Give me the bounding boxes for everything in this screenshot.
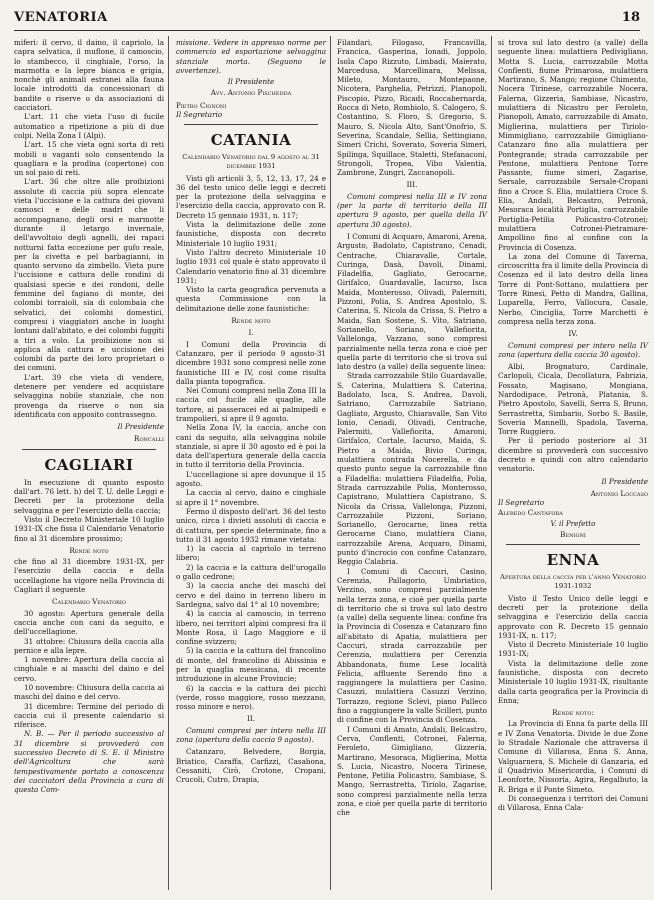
signature-name: Alfredo Cantafora (498, 507, 563, 517)
paragraph: L'art. 36 che oltre alle proibizioni assolute di caccia più sopra elencate vieta l'uccisione e la cattura dei giovani camosci e delle madri che li accompagnano, degli orsi e marmotte durante il letargo invernale, dell'avvoltoio degli agnelli, dei rapaci notturni fatta eccezione per gufo reale, per la civetta e pel barbagianni, in quanto servono da zimbello. Vieta pure l'uccisione e cattura delle rondini di qualsiasi specie e dei rondoni, delle femmine del fagiano di monte, dei colombi torraioli, sia di colombaia che selvatici, dei colombi domestici, compresi i viaggiatori anche in luoghi lontani dall'abitato, e dei colombi fuggiti a tiri a volo. La proibizione non si applica alla cattura e uccisione dei colombi da parte dei loro proprietari o dei comuni. (14, 177, 164, 373)
list-item: 3) la caccia anche dei maschi del cervo e del daino in terreno libero in Sardegna, salvo dal 1° al 10 novembre; (176, 581, 326, 609)
paragraph: Catanzaro, Belvedere, Borgia, Briatico, Caraffa, Carfizzi, Casabona, Cessaniti, Cirò, Crotone, Cropani, Crucoli, Cutro, Drapia, (176, 747, 326, 785)
paragraph: Comuni compresi nella III e IV zona (per la parte di territorio della III apertura 9 agosto, per quella della IV apertura 30 agosto). (337, 191, 487, 229)
paragraph: La Provincia di Enna fa parte della III e IV Zona Venatoria. Divide le due Zone lo Stradale Nazionale che attraversa il Comune di Villarosa, Enna S. Anna, Valguarnera, S. Michele di Ganzaria, ed il Quadrivio Misericordia, i Comuni di Leonforte, Nissoria, Agira, Regalbuto, la R. Briga e il Ponte Simeto. (498, 719, 648, 794)
paragraph: che fino al 31 dicembre 1931-IX, per l'esercizio della caccia e della uccellagione ha vigore nella Provincia di Cagliari il seguente (14, 557, 164, 595)
calendar-heading: Calendario Venatorio (51, 597, 127, 607)
paragraph: Visto la carta geografica pervenuta a questa Commissione con la delimitazione delle zone faunistiche: (176, 285, 326, 313)
paragraph: L'art. 39 che vieta di vendere, detenere per vendere ed acquistare selvaggina nobile stanziale, che non provenga da riserve o non sia identificata con apposito contrassegno. (14, 372, 164, 419)
paragraph: Vista la delimitazione delle zone faunistiche, disposta con decreto Ministeriale 10 luglio 1931-IX, risultante dalla carta geografica per la Provincia di Enna; (498, 658, 648, 705)
section-subtitle: Apertura della caccia per l'anno Venatorio 1931-1932 (500, 573, 646, 591)
column-3 (337, 38, 487, 818)
divider (22, 449, 156, 450)
paragraph: In esecuzione di quanto esposto dall'art. 76 lett. h) del T. U. delle Leggi e Decreti per la protezione della selvaggina e per l'esercizio della caccia; (14, 477, 164, 515)
calendar-entry: 10 novembre: Chiusura della caccia ai maschi del daino e del cervo. (14, 683, 164, 702)
section-title-enna: ENNA (546, 551, 600, 570)
list-item: 2) la caccia e la cattura dell'urogallo o gallo cedrone; (176, 562, 326, 582)
rende-noto: Rende noto (69, 545, 109, 555)
calendar-entry: 30 agosto: Apertura generale della caccia anche con cani da seguito, e dell'uccellagione. (14, 608, 164, 637)
list-item: 6) la caccia e la cattura dei picchi (verde, rosso maggiore, rosso mezzano, rosso minore e nero). (176, 683, 326, 712)
section-title-cagliari: CAGLIARI (44, 455, 134, 474)
signature-role: V. il Prefetto (550, 518, 596, 528)
calendar-entry: 31 dicembre: Termine del periodo di caccia cui il presente calendario si riferisce. (14, 701, 164, 730)
roman-numeral: II. (247, 714, 255, 724)
list-item: 1) la caccia al capriolo in terreno libero; (176, 544, 326, 563)
paragraph: miferi: il cervo, il daino, il capriolo, la capra selvatica, il muflone, il camoscio, lo stambecco, il cinghiale, l'orso, la marmotta e la lepre bianca e grigia, nonchè gli animali estranei alla fauna locale introdotti da concessionari di bandite o riserve o da associazioni di cacciatori. (14, 38, 164, 113)
column-2 (176, 38, 326, 785)
column-1 (14, 38, 164, 795)
roman-numeral: I. (248, 328, 254, 338)
journal-title: VENATORIA (14, 10, 108, 25)
page-number: 18 (621, 10, 640, 25)
column-rule (330, 36, 331, 890)
paragraph: Visto il Decreto Ministeriale 10 luglio 1931-IX; (498, 640, 648, 659)
paragraph: Nella Zona IV, la caccia, anche con cani da seguito, alla selvaggina nobile stanziale, si apre il 30 agosto ed è poi la data dell'apertura generale della caccia in tutto il territorio della Provincia. (176, 423, 326, 470)
calendar-entry: 31 ottobre: Chiusura della caccia alla pernice e alla lepre. (14, 636, 164, 655)
paragraph: missione. Vedere in appresso norme per commercio ed esportazione selvaggina stanziale morta. (Seguono le avvertenze). (176, 38, 326, 75)
signature-role: Il Segretario (176, 110, 223, 120)
calendar-entry: 1 novembre: Apertura della caccia al cinghiale e ai maschi del daino e del cervo. (14, 655, 164, 683)
paragraph: Fermo il disposto dell'art. 36 del testo unico, circa i divieti assoluti di caccia e di cattura, per specie determinate, fino a tutto il 31 agosto 1932 rimane vietata: (176, 506, 326, 544)
paragraph: I Comuni di Caccuri, Casino, Cerenzia, Pallagorio, Umbriatico, Verzino, sono compresi parzialmente nella terza zona, e cioè per quella parte di territorio che si trova sul lato destro (a valle) della seguente linea: confine fra la Provincia di Cosenza e Catanzaro fino all'abitato di Apatia, mulattiera per Caccuri, strada carrozzabile per Cerenzia, mulattiera per Cerenzia Abbandonata, fiume Lese località Felicia, affluente Serendo fino a raggiungere la mulattiera per Casino, Casuzzi, mulattiera Casuzzi Verzino, Torrazzo, regione Sclevi, piano Palleco fino a raggiungere la valle Scilleri, punto di confine con la Provincia di Cosenza. (337, 566, 487, 725)
signature-name: Pietro Cignoni (176, 100, 227, 110)
paragraph: I Comuni di Amato, Andali, Belcastro, Cerva, Conflenti, Cotronei, Falerna, Feroleto, Gimigliano, Gizzeria, Martirano, Mesoraca, Miglierina, Motta S. Lucia, Nicastro, Nocera Tirinese, Pentone, Petilia Policastro, Sambiase, S. Mango, Serrastretta, Tiriolo, Zagarise, sono compresi parzialmente nella terza zona, e cioè per quella parte di territorio che (337, 724, 487, 818)
column-4 (498, 38, 648, 812)
divider (184, 124, 318, 125)
signature-name: Benigni (560, 530, 586, 540)
paragraph: I Comuni della Provincia di Catanzaro, per il periodo 9 agosto-31 dicembre 1931 sono compresi nelle zone faunistiche III e IV, così come risulta dalla pianta topografica. (176, 339, 326, 386)
signature-name: Roncalli (134, 434, 164, 444)
paragraph: Per il periodo posteriore al 31 dicembre si provvederà con successivo decreto e quindi con altro calendario venatorio. (498, 436, 648, 474)
signature-role: Il Presidente (117, 422, 164, 432)
signature-role: Il Presidente (227, 77, 275, 87)
rende-noto: Rende noto: (552, 708, 594, 718)
signature-name: Antonio Loccaso (590, 488, 648, 498)
roman-numeral: IV. (568, 329, 578, 339)
column-rule (491, 36, 492, 890)
paragraph: Visto l'altro decreto Ministeriale 10 luglio 1931 col quale è stato approvato il Calendario venatorio fino al 31 dicembre 1931; (176, 247, 326, 285)
signature-name: Avv. Antonio Pischedda (210, 88, 292, 98)
divider (506, 544, 640, 545)
paragraph: L'uccellagione si apre dovunque il 15 agosto. (176, 469, 326, 489)
paragraph: L'art. 11 che vieta l'uso di fucile automatico a ripetizione a più di due colpi. Nella Zona I (Alpi). (14, 112, 164, 140)
note: N. B. — Per il periodo successivo al 31 dicembre si provvederà con successivo Decreto di S. E. il Ministro dell'Agricoltura che sarà tempestivamente portato a conoscenza dei cacciatori della Provincia a cura di questa Com- (14, 729, 164, 795)
section-subtitle: Calendario Venatorio dal 9 agosto al 31 dicembre 1931 (182, 153, 320, 170)
paragraph: Visto il Testo Unico delle leggi e decreti per la protezione della selvaggina e l'esercizio della caccia approvato con R. Decreto 15 gennaio 1931-IX, n. 117; (498, 593, 648, 640)
paragraph: Visto il Decreto Ministeriale 10 luglio 1931-IX che fissa il Calendario Venatorio fino al 31 dicembre prossimo; (14, 514, 164, 543)
signature-role: Il Presidente (601, 476, 648, 486)
paragraph: Di conseguenza i territori dei Comuni di Villarosa, Enna Cala- (498, 793, 648, 813)
paragraph: si trova sul lato destro (a valle) della seguente linea: mulattiera Pedivigliano, Motta S. Lucia, carrozzabile Motta Conflenti, fiume Primarosa, mulattiera Martirano, S. Mango; regione Chimento, Nocera Tirinese, carrozzabile Nocera, Falerna, Gizzeria, Sambiase, Nicastro, mulattiera di Nicastro per Feroleto, Pianopoli, Amato, carrozzabile di Amato, Miglierina, mulattiera per Tiriolo-Mimmigliano, carrozzabile Gimigliano-Catanzaro fino alla mulattiera per Pontegrande; strada carrozzabile per Pentone, mulattiera Pentone Torre Passante, fiume simeri, Zagarise, Sersale, carrozzabile Sersale-Cropani fino a Croce S. Elia, mulattiera Croce S. Elia, Andali, Belcastro, Petronà, Mesoraca località Portiglia, carrozzabile Portiglia-Petilia Policastro-Cotronei; mulattiera Cotronei-Pietramare-Ampollino fino al confine con la Provincia di Cosenza. (498, 38, 648, 252)
paragraph: Filandari, Filogaso, Francavilla, Francica, Gasperina, Ionadi, Joppolo, Isola Capo Rizzuto, Limbadi, Maierato, Marcedusa, Marcellinara, Melissa, Mileto, Montauro, Montepaone, Nicotera, Parghelia, Petrizzi, Pianopoli, Piscopio, Pizzo, Ricadi, Roccabernarda, Rocca di Neto, Rombiolo, S. Calogero, S. Costantino, S. Floro, S. Gregorio, S. Mauro, S. Nicola Alto, Sant'Onofrio, S. Severina, Scandale, Sellia, Settingiano, Simeri Crichi, Soverato, Soveria Simeri, Spilinga, Squillace, Staletti, Stefanaconi, Strongoli, Tropea, Vibo Valentia, Zambrone, Zungri, Zaccanopoli. (337, 38, 487, 178)
paragraph: I Comuni di Acquaro, Amaroni, Arena, Argusto, Badolato, Capistrano, Cenadi, Centrache, Chiaravalle, Cortale, Curinga, Dasà, Davoli, Dinami, Filadelfia, Gagliato, Gerocarne, Girifalco, Guardavalle, Iacurso, Isca Maida, Monterosso, Olivadi, Palermiti, Pizzoni, Polia, S. Andrea Apostolo, S. Caterina, S. Nicola da Crissa, S. Pietro a Maida, San Sostene, S. Vito, Satriano, Sorianello, Soriano, Vallefiorita, Vallelonga, Vazzano, sono compresi parzialmente nella terza zona e cioè per quella parte di territorio che si trova sul lato destro (a valle) della seguente linea: (337, 231, 487, 372)
paragraph: Albi, Brognaturo, Cardinale, Carlopoli, Cicala, Decollatura, Fabrizia, Fossato, Magisano, Mongiana, Nardodipace, Petronà, Platania, S. Pietro Apostolo, Savelli, Serra S. Bruno, Serrastretta, Simbario, Sorbo S. Basile, Soveria Mannelli, Spadola, Taverna, Torre Ruggiero. (498, 362, 648, 437)
paragraph: Strada carrozzabile Stilo Guardavalle, S. Caterina, Mulattiera S. Caterina, Badolato, Isca, S. Andrea, Davoli, Satriano, Carrozzabile Satriano, Gagliato, Argusto, Chiaravalle, San Vito Ionio, Cenadi, Olivadi, Centrache, Palermiti, Vallefiorita, Amaroni, Girifalco, Cortale, Iacurso, Maida, S. Pietro a Maida, Bivio Curinga, mulattiera contrada Nocerella, e da questo punto segue la carrozzabile fino a Filadelfia: mulattiera Filadelfia, Polia, Strada carrozzabile Polia, Monterosso, Capistrano, Mulattiera Capistrano, S. Nicola da Crissa, Vallelonga, Pizzoni, Carrozzabile Pizzoni, Soriano, Sorianello, Gerocarne, linea retta Gerocarne Ciano, mulattiera Ciano, carrozzabile Arena, Acquaro, Dinami, punto d'incrocio con confine Catanzaro, Reggio Calabria. (337, 371, 487, 567)
paragraph: L'art. 15 che vieta ogni sorta di reti mobili o vaganti solo consentendo la quagliara e la prodina (copertone) con un sol paio di reti. (14, 140, 164, 178)
paragraph: Comuni compresi per intero nella IV zona (apertura della caccia 30 agosto). (498, 340, 648, 359)
rende-noto: Rende noto (231, 316, 271, 326)
signature-role: Il Segretario (498, 498, 545, 508)
list-item: 5) la caccia e la cattura del francolino di monte, del francolino di Abissinia e per la quaglia messicana, di recente introduzione in alcune Provincie; (176, 646, 326, 684)
running-header (14, 8, 640, 31)
paragraph: Vista la delimitazione delle zone faunistiche, disposta con decreto Ministeriale 10 luglio 1931; (176, 220, 326, 248)
roman-numeral: III. (406, 180, 418, 190)
section-title-catania: CATANIA (210, 131, 292, 150)
paragraph: Nei Comuni compresi nella Zona III la caccia col fucile alle quaglie, alle tortore, ai passeracei ed ai palmipedi e trampolieri, si apre il 9 agosto. (176, 386, 326, 423)
list-item: 4) la caccia al camoscio, in terreno libero, nei territori alpini compresi fra il Monte Rosa, il Lago Maggiore e il confine svizzero; (176, 609, 326, 647)
paragraph: La zona del Comune di Taverna, circoscritta fra il limite della Provincia di Cosenza ed il lato destro della linea Torre di Pont-Sottano, mulattiera per Torre Rinesi, Petto di Mandra, Gallina, Luparella, Ferro, Vallocura, Casale, Nerbo, Cinciglia, Torre Marchetti è compresa nella terza zona. (498, 251, 648, 326)
paragraph: Visti gli articoli 3, 5, 12, 13, 17, 24 e 36 del testo unico delle leggi e decreti per la protezione della selvaggina e l'esercizio della caccia, approvato con R. Decreto 15 gennaio 1931, n. 117; (176, 173, 326, 220)
column-rule (168, 36, 169, 890)
paragraph: Comuni compresi per intero nella III zona (apertura della caccia 9 agosto). (176, 725, 326, 745)
paragraph: La caccia al cervo, daino e cinghiale si apre il 1° novembre. (176, 488, 326, 507)
